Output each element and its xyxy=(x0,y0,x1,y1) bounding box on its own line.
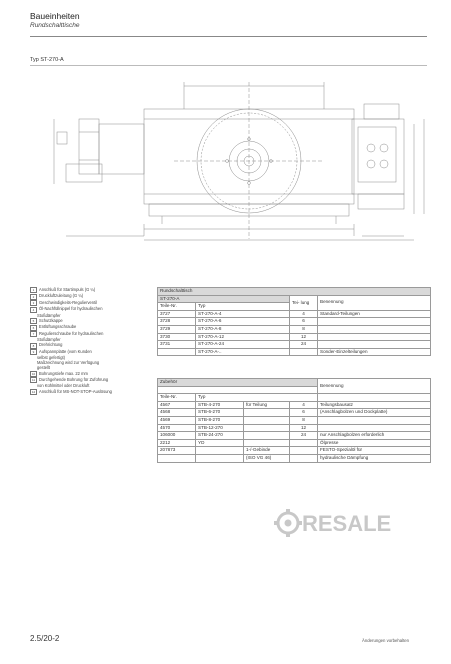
legend-text: Anschluß für Startimpuls (G ¼) xyxy=(39,287,96,292)
legend-number: 4 xyxy=(30,307,37,313)
table-row xyxy=(158,348,431,356)
legend-number: 7 xyxy=(30,331,37,337)
benennung-cell xyxy=(318,318,431,326)
teilenr-cell xyxy=(158,348,196,356)
footer-note: Änderungen vorbehalten xyxy=(362,638,410,643)
typ-cell: STB-12-270 xyxy=(196,424,244,432)
table-title: Zubehör xyxy=(158,379,318,387)
header-teilenr: Teile-Nr. xyxy=(158,394,196,402)
legend-text: Anschluß für MS-NOT-STOP-Auslösung xyxy=(39,388,112,394)
teilenr-cell: 4568 xyxy=(158,409,196,417)
teilenr-cell: 3727 xyxy=(158,310,196,318)
value-cell: 4 xyxy=(290,401,318,409)
teilenr-cell: 2212 xyxy=(158,439,196,447)
value-cell: 12 xyxy=(290,424,318,432)
header-typ: Typ xyxy=(196,303,290,311)
typ-cell: ST-270-A-12 xyxy=(196,333,290,341)
benennung-cell: Teilungsbausatz xyxy=(318,401,431,409)
legend-number: 9 xyxy=(30,349,37,355)
legend-text: Drehrichtung xyxy=(39,342,63,348)
table-row xyxy=(158,447,431,455)
teilung-cell: 12 xyxy=(290,333,318,341)
benennung-cell: Ölpresse xyxy=(318,439,431,447)
teilenr-cell: 4569 xyxy=(158,416,196,424)
benennung-cell: Sonder-Einzelteilungen xyxy=(318,348,431,356)
legend-text: Bohrungstiefe max. 22 mm xyxy=(39,370,88,376)
page-number: 2.5/20-2 xyxy=(30,634,60,643)
typ-cell: STB-24-270 xyxy=(196,432,244,440)
typ-cell: STB-8-270 xyxy=(196,416,244,424)
resale-watermark xyxy=(274,507,400,539)
spacer-cell xyxy=(158,386,318,394)
legend-text: Geschwindigkeits-Regulierventil xyxy=(39,299,98,305)
header-teilung: Tei- lung xyxy=(290,295,318,310)
table-row xyxy=(158,310,431,318)
technical-drawing xyxy=(24,64,434,249)
legend-text: gestellt xyxy=(37,365,50,371)
benennung-cell xyxy=(318,424,431,432)
note-cell xyxy=(244,424,290,432)
benennung-cell xyxy=(318,416,431,424)
typ-cell: ST-270-A-6 xyxy=(196,318,290,326)
benennung-cell xyxy=(318,333,431,341)
teilenr-cell: 4570 xyxy=(158,424,196,432)
teilenr-cell: 3730 xyxy=(158,333,196,341)
table-row xyxy=(158,318,431,326)
legend-number: 11 xyxy=(31,378,36,383)
table-title-row xyxy=(158,288,431,296)
value-cell: 8 xyxy=(290,416,318,424)
page-title: Baueinheiten xyxy=(30,11,80,21)
table-row xyxy=(158,333,431,341)
teilenr-cell: 3729 xyxy=(158,325,196,333)
legend-text: Druckluftzuleitung (G ¼) xyxy=(39,293,84,299)
table-row xyxy=(158,439,431,447)
teilung-cell: 4 xyxy=(290,310,318,318)
teilenr-cell: 4567 xyxy=(158,401,196,409)
legend-number: 8 xyxy=(30,343,37,349)
legend-text: von Kühlmittel oder Druckluft xyxy=(37,383,90,389)
table-title: Rundschalttisch xyxy=(158,288,431,296)
teilung-cell: 24 xyxy=(290,341,318,349)
benennung-cell xyxy=(318,325,431,333)
legend-number: 1 xyxy=(30,287,37,293)
legend xyxy=(30,287,155,395)
header-empty xyxy=(318,394,431,402)
table-row xyxy=(158,401,431,409)
teilung-cell: 6 xyxy=(290,318,318,326)
teilenr-cell: 3731 xyxy=(158,341,196,349)
header-rule xyxy=(30,36,427,37)
table-row xyxy=(158,424,431,432)
typ-cell: STB-6-270 xyxy=(196,409,244,417)
typ-cell: ST-270-A-4 xyxy=(196,310,290,318)
value-cell xyxy=(290,439,318,447)
note-cell xyxy=(244,432,290,440)
note-cell: 1-/-Gebinde xyxy=(244,447,290,455)
typ-cell xyxy=(196,454,244,462)
header-benennung: Benennung xyxy=(318,295,431,310)
typ-cell: ST-270-A-8 xyxy=(196,325,290,333)
note-cell xyxy=(244,409,290,417)
legend-number: 12 xyxy=(31,389,36,394)
type-label: Typ ST-270-A xyxy=(30,57,64,63)
table-row xyxy=(158,341,431,349)
table-header-row xyxy=(158,394,431,402)
teilenr-cell xyxy=(158,454,196,462)
legend-text: Aufspannplatte (vom Kunden xyxy=(39,348,92,354)
note-cell xyxy=(244,416,290,424)
typ-cell: STB-4-270 xyxy=(196,401,244,409)
benennung-cell: Standard-Teilungen xyxy=(318,310,431,318)
value-cell xyxy=(290,454,318,462)
benennung-cell: hydraulische Dämpfung xyxy=(318,454,431,462)
benennung-cell xyxy=(318,341,431,349)
table-header-row xyxy=(158,295,431,303)
teilenr-cell: 3728 xyxy=(158,318,196,326)
value-cell: 6 xyxy=(290,409,318,417)
table-row xyxy=(158,454,431,462)
legend-text: Durchgehende Bohrung für Zuführung xyxy=(39,376,109,382)
legend-text: Stoßdämpfer xyxy=(37,336,61,342)
rundschalttisch-table xyxy=(157,287,431,356)
header-typ: Typ xyxy=(196,394,318,402)
table-row xyxy=(158,325,431,333)
teilenr-cell: 106000 xyxy=(158,432,196,440)
table-row xyxy=(158,432,431,440)
value-cell: 24 xyxy=(290,432,318,440)
typ-cell xyxy=(196,447,244,455)
page-subtitle: Rundschalttische xyxy=(30,22,80,29)
model-cell: ST-270-A xyxy=(158,295,290,303)
table-row xyxy=(158,416,431,424)
value-cell xyxy=(290,447,318,455)
legend-number: 5 xyxy=(30,318,37,324)
note-cell: für Teilung xyxy=(244,401,290,409)
legend-text: selbst gefertigt) xyxy=(37,354,65,360)
header-teilenr: Teile-Nr. xyxy=(158,303,196,311)
legend-text: Entlüftungsschraube xyxy=(39,324,77,330)
typ-cell: ST-270-A-24 xyxy=(196,341,290,349)
legend-number: 3 xyxy=(30,300,37,306)
benennung-cell: nur Anschlagbolzen erforderlich xyxy=(318,432,431,440)
note-cell: (ISO VG 46) xyxy=(244,454,290,462)
benennung-cell: FESTO-Spezialöl für xyxy=(318,447,431,455)
benennung-cell: (Anschlagbolzen und Dockplatte) xyxy=(318,409,431,417)
table-row xyxy=(158,409,431,417)
legend-text: Regulierschraube für hydraulischen xyxy=(39,330,104,336)
teilung-cell: 8 xyxy=(290,325,318,333)
legend-text: Schutzkappe xyxy=(39,317,63,323)
legend-text: Maßzeichnung wird zur Verfügung xyxy=(37,360,100,366)
zubehoer-table xyxy=(157,378,431,463)
legend-number: 6 xyxy=(30,325,37,331)
watermark-text: RESALE xyxy=(302,511,392,536)
typ-cell: YD xyxy=(196,439,244,447)
legend-number: 2 xyxy=(30,294,37,300)
table-title-row xyxy=(158,379,431,387)
teilung-cell xyxy=(290,348,318,356)
legend-text: Öl-Nachfüllnippel für hydraulischen xyxy=(39,306,103,312)
legend-item xyxy=(30,389,155,395)
typ-cell: ST-270-A-.. xyxy=(196,348,290,356)
teilenr-cell: 207873 xyxy=(158,447,196,455)
legend-text: Stoßdämpfer xyxy=(37,312,61,318)
note-cell xyxy=(244,439,290,447)
header-benennung: Benennung xyxy=(318,379,431,394)
legend-number: 10 xyxy=(31,371,36,376)
